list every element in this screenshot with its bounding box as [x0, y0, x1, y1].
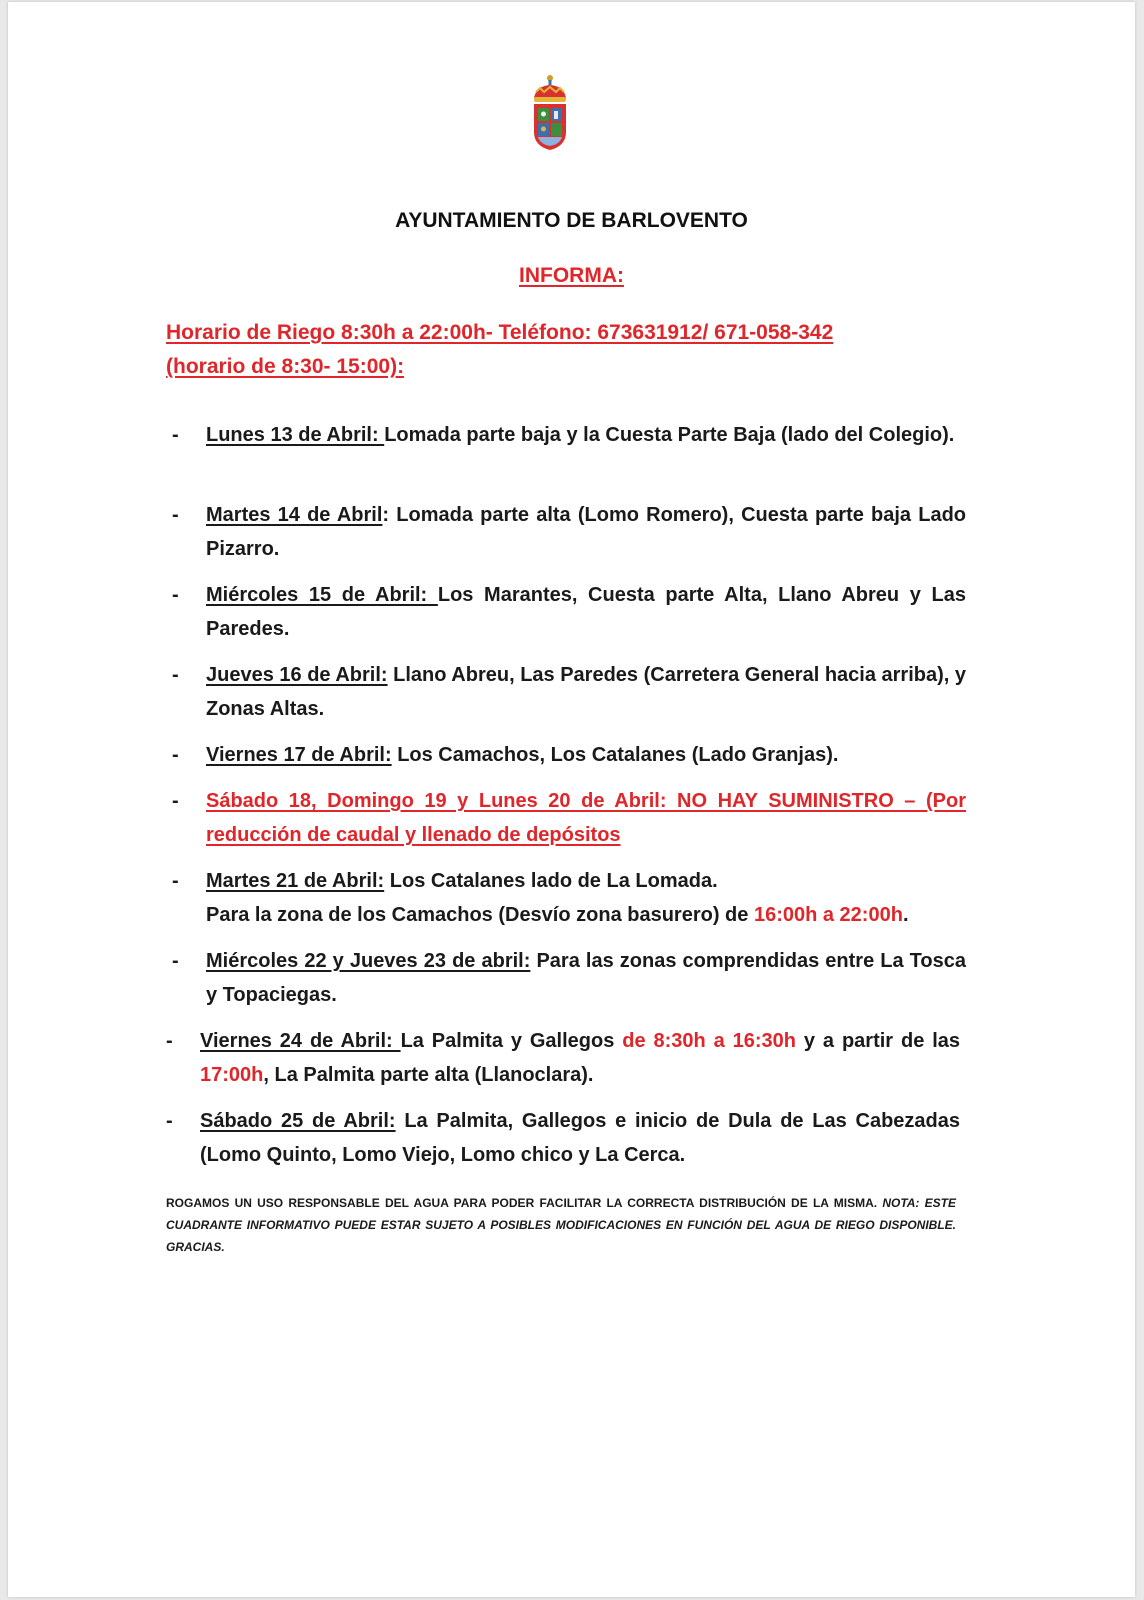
page-title: AYUNTAMIENTO DE BARLOVENTO	[395, 209, 748, 232]
schedule-item	[166, 944, 966, 1012]
item-text: Llano Abreu, Las Paredes (Carretera General hacia arriba), y Zonas Altas.	[206, 664, 967, 720]
item-date: Martes 21 de Abril:	[206, 870, 385, 892]
item-text: y a partir de las	[796, 1030, 961, 1052]
item-date: Sábado 25 de Abril:	[200, 1110, 396, 1132]
item-date: Miércoles 15 de Abril:	[206, 584, 438, 606]
schedule-item	[160, 1024, 960, 1092]
item-date: Lunes 13 de Abril:	[206, 424, 385, 446]
informa-heading: INFORMA:	[519, 264, 624, 287]
bullet-dash: -	[172, 664, 179, 686]
item-text: Los Camachos, Los Catalanes (Lado Granjas).	[391, 744, 839, 766]
bullet-dash: -	[166, 1110, 173, 1132]
item-date: Viernes 24 de Abril:	[200, 1030, 401, 1052]
schedule-item	[160, 1104, 960, 1172]
item-date: Martes 14 de Abril	[206, 504, 383, 526]
item-time: 17:00h	[200, 1064, 264, 1086]
item-text: Lomada parte baja y la Cuesta Parte Baja (lado del Colegio).	[384, 424, 955, 446]
bullet-dash: -	[166, 1030, 173, 1052]
footer-note	[166, 1192, 956, 1258]
item-date: Jueves 16 de Abril:	[206, 664, 388, 686]
schedule-item	[166, 738, 966, 772]
item-time-range: de 8:30h a 16:30h	[622, 1030, 797, 1052]
bullet-dash: -	[172, 950, 179, 972]
schedule-item	[166, 418, 966, 452]
document-page	[8, 2, 1135, 1597]
note-plain: ROGAMOS UN USO RESPONSABLE DEL AGUA PARA PODER FACILITAR LA CORRECTA DISTRIBUCIÓN DE LA MISMA.	[166, 1196, 883, 1210]
schedule-item	[166, 578, 966, 646]
item-text: : Lomada parte alta (Lomo Romero), Cuesta parte baja Lado Pizarro.	[206, 504, 967, 560]
bullet-dash: -	[172, 744, 179, 766]
item-text: Para las zonas comprendidas entre La Tosca y Topaciegas.	[206, 950, 967, 1006]
item-date: Miércoles 22 y Jueves 23 de abril:	[206, 950, 531, 972]
bullet-dash: -	[172, 790, 179, 812]
bullet-dash: -	[172, 424, 179, 446]
schedule-item	[166, 658, 966, 726]
bullet-dash: -	[172, 504, 179, 526]
item-text-line-2: Para la zona de los Camachos (Desvío zona basurero) de	[206, 904, 754, 926]
schedule-item-no-supply	[166, 784, 966, 852]
bullet-dash: -	[172, 870, 179, 892]
bullet-dash: -	[172, 584, 179, 606]
schedule-item	[166, 498, 966, 566]
item-text: Los Marantes, Cuesta parte Alta, Llano Abreu y Las Paredes.	[206, 584, 966, 640]
item-time-range: 16:00h a 22:00h	[753, 904, 903, 926]
headline-line-1: Horario de Riego 8:30h a 22:00h- Teléfono: 673631912/ 671-058-342	[166, 321, 834, 344]
item-text: Sábado 18, Domingo 19 y Lunes 20 de Abril: NO HAY SUMINISTRO – (Por reducción de caudal y llenado de depósitos	[206, 790, 966, 846]
note-italic: NOTA: ESTE CUADRANTE INFORMATIVO PUEDE ESTAR SUJETO A POSIBLES MODIFICACIONES EN FUNCIÓN DEL AGUA DE RIEGO DISPONIBLE. GRACIAS.	[166, 1196, 956, 1254]
item-text: La Palmita y Gallegos	[400, 1030, 623, 1052]
item-date: Viernes 17 de Abril:	[206, 744, 392, 766]
item-text-end: .	[902, 904, 909, 926]
item-text: Los Catalanes lado de La Lomada.	[384, 870, 718, 892]
item-text: , La Palmita parte alta (Llanoclara).	[263, 1064, 594, 1086]
irrigation-hours-headline	[166, 316, 926, 384]
item-text: La Palmita, Gallegos e inicio de Dula de Las Cabezadas (Lomo Quinto, Lomo Viejo, Lomo chico y La Cerca.	[200, 1110, 960, 1166]
headline-line-2: (horario de 8:30- 15:00):	[166, 355, 405, 378]
coat-of-arms-icon	[530, 74, 570, 152]
schedule-item	[166, 864, 966, 932]
